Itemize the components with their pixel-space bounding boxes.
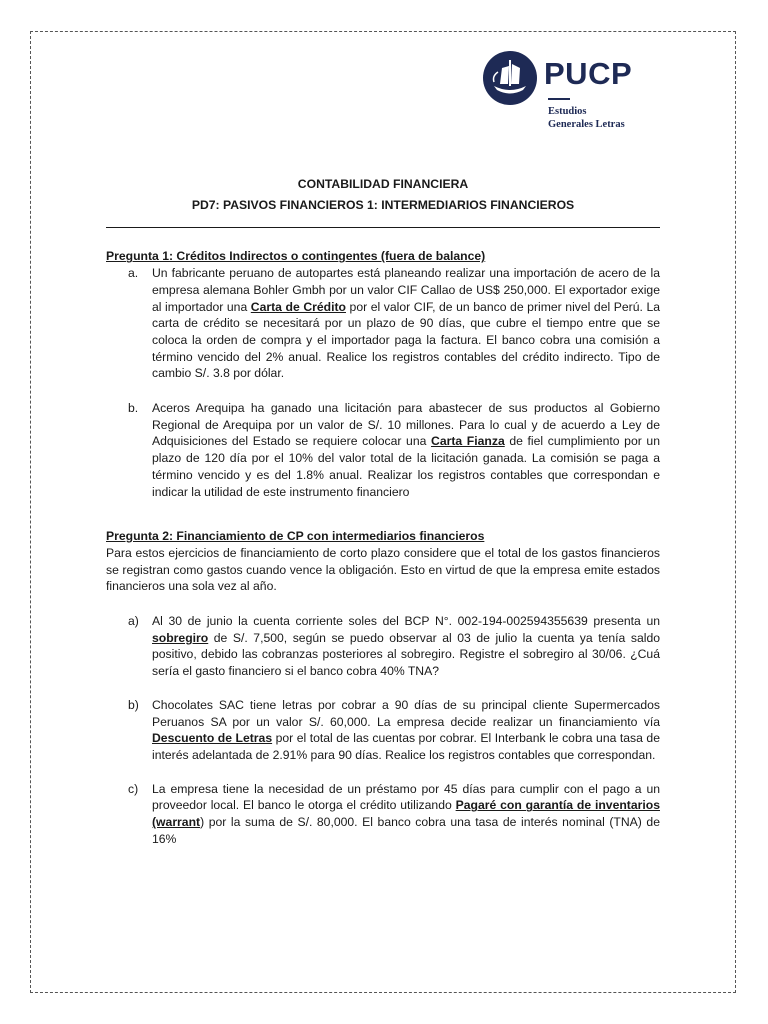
question-2-intro: Para estos ejercicios de financiamiento de corto plazo considere que el total de los gastos financieros se registran como gastos cuando vence la obligación. Esto en virtud de que la empresa emite estados financieros una sola vez al año. bbox=[106, 545, 660, 594]
item-emphasis: Carta Fianza bbox=[431, 434, 505, 449]
item-text-rest: de S/. 7,500, según se puedo observar al 03 de julio la cuenta ya tenía saldo positivo, debido las cobranzas posteriores al sobregiro. Registre el sobregiro al 30/06. ¿Cuá sería el gasto financiero si el banco cobra 40% TNA? bbox=[152, 630, 660, 679]
logo-subtitle-line2: Generales Letras bbox=[548, 119, 625, 130]
item-text-rest: por el total de las cuentas por cobrar. El Interbank le cobra una tasa de interés adelantada de 2.91% para 90 días. Realice los registros contables que correspondan. bbox=[152, 731, 660, 762]
logo-subtitle-line1: Estudios bbox=[548, 106, 587, 117]
question-2-item-a bbox=[106, 613, 660, 680]
question-2-items bbox=[106, 613, 660, 847]
item-text: Un fabricante peruano de autopartes está planeando realizar una importación de acero de la empresa alemana Bohler Gmbh por un valor CIF Callao de US$ 250,000. El exportador exige al importador una bbox=[152, 266, 660, 314]
question-1-items bbox=[106, 265, 660, 500]
item-text-rest: de fiel cumplimiento por un plazo de 120 día por el 10% del valor total de la licitación ganada. La comisión se paga a término vencido y es del 1.8% anual. Realizar los registros contables que correspondan e indicar la utilidad de este instrumento financiero bbox=[152, 434, 660, 499]
title-divider bbox=[106, 222, 660, 228]
item-marker: b) bbox=[128, 697, 139, 712]
question-2-item-b bbox=[106, 697, 660, 764]
logo-subtitle bbox=[548, 105, 625, 131]
logo-divider bbox=[548, 98, 570, 100]
item-marker: c) bbox=[128, 781, 139, 796]
item-emphasis: Pagaré con garantía de inventarios (warrant bbox=[152, 798, 660, 830]
ship-emblem-icon bbox=[482, 50, 538, 106]
item-text: Chocolates SAC tiene letras por cobrar a 90 días de su principal cliente Supermercados Peruanos SA por un valor S/. 60,000. La empresa decide realizar un financiamiento vía bbox=[152, 697, 660, 729]
item-text-rest: por el valor CIF, de un banco de primer nivel del Perú. La carta de crédito se necesitará por un plazo de 90 días, que cubre el tiempo entre que se coloca la orden de compra y el importador paga la factura. El banco cobra una comisión a término vencido del 2% anual. Realice los registros contables del crédito indirecto. Tipo de cambio S/. 3.8 por dólar. bbox=[152, 299, 661, 381]
document-subtitle: PD7: PASIVOS FINANCIEROS 1: INTERMEDIARIOS FINANCIEROS bbox=[191, 197, 575, 212]
item-text: Aceros Arequipa ha ganado una licitación para abastecer de sus productos al Gobierno Regional de Arequipa por un valor de S/. 10 millones. Para lo cual y de acuerdo a Ley de Adquisiciones del Estado se requiere colocar una bbox=[152, 401, 660, 449]
item-marker: b. bbox=[128, 401, 139, 416]
item-emphasis: Carta de Crédito bbox=[250, 299, 346, 314]
question-2-heading: Pregunta 2: Financiamiento de CP con intermediarios financieros bbox=[106, 529, 485, 544]
question-1-item-a bbox=[106, 265, 660, 382]
logo-wordmark: PUCP bbox=[544, 56, 633, 91]
item-text-rest: ) por la suma de S/. 80,000. El banco cobra una tasa de interés nominal (TNA) de 16% bbox=[152, 815, 660, 846]
pucp-logo bbox=[482, 50, 662, 134]
item-emphasis: sobregiro bbox=[152, 630, 209, 645]
document-body bbox=[106, 176, 660, 848]
item-marker: a) bbox=[128, 614, 139, 629]
item-text: La empresa tiene la necesidad de un préstamo por 45 días para cumplir con el pago a un proveedor local. El banco le otorga el crédito utilizando bbox=[152, 781, 660, 813]
item-emphasis: Descuento de Letras bbox=[152, 731, 273, 746]
document-title: CONTABILIDAD FINANCIERA bbox=[297, 177, 469, 191]
item-text: Al 30 de junio la cuenta corriente soles del BCP N°. 002-194-002594355639 presenta un bbox=[152, 614, 660, 629]
question-1-item-b bbox=[106, 400, 660, 500]
item-marker: a. bbox=[128, 266, 139, 281]
question-2-item-c bbox=[106, 781, 660, 848]
question-1-heading: Pregunta 1: Créditos Indirectos o contingentes (fuera de balance) bbox=[106, 249, 486, 264]
